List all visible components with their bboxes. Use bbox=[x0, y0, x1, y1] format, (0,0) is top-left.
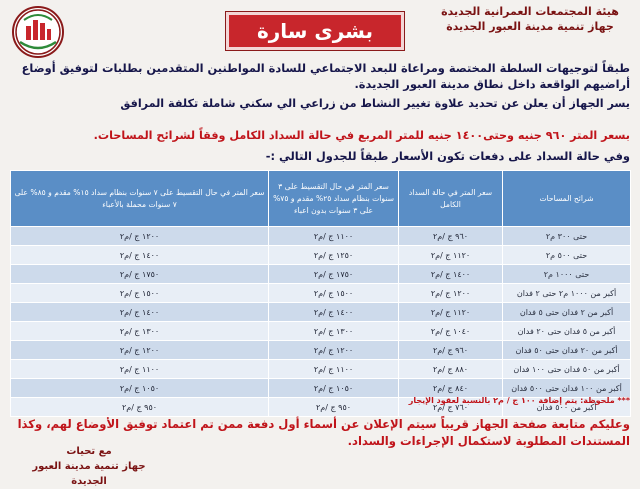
signature-agency: جهاز تنمية مدينة العبور الجديدة bbox=[32, 461, 146, 487]
signature bbox=[14, 444, 164, 489]
table-row bbox=[11, 322, 631, 341]
table-row bbox=[11, 265, 631, 284]
price-range-paragraph: بسعر المتر ٩٦٠ جنيه وحتى١٤٠٠ جنيه للمتر المربع في حالة السداد الكامل وفقاً لشرائح المساحات. bbox=[93, 129, 630, 142]
banner-title: بشرى سارة bbox=[226, 12, 404, 50]
seven-year-price-cell: ١٥٠٠ ج /م٢ bbox=[11, 284, 269, 303]
three-year-price-cell: ١٧٥٠ ج /م٢ bbox=[269, 265, 399, 284]
table-row bbox=[11, 303, 631, 322]
seven-year-price-cell: ٩٥٠ ج /م٢ bbox=[11, 398, 269, 417]
full-payment-price-cell: ١٢٠٠ ج /م٢ bbox=[399, 284, 503, 303]
three-year-price-cell: ١٢٠٠ ج /م٢ bbox=[269, 341, 399, 360]
table-row bbox=[11, 227, 631, 246]
three-year-price-cell: ٩٥٠ ج /م٢ bbox=[269, 398, 399, 417]
lease-note: *** ملحوظة: يتم إضافة ١٠٠ ج / م٢ بالنسبة لعقود الإيجار bbox=[408, 396, 630, 405]
seven-year-price-cell: ١٢٠٠ ج /م٢ bbox=[11, 341, 269, 360]
agency-name bbox=[430, 4, 630, 34]
area-tier-cell: أكبر من ٥ فدان حتى ٢٠ فدان bbox=[503, 322, 631, 341]
table-header-row bbox=[11, 171, 631, 227]
closing-paragraph: وعليكم متابعة صفحة الجهاز قريباً سيتم الإعلان عن أسماء أول دفعة ممن تم اعتماد توفيق الأوضاع لهم، وكذا المستندات المطلوبة لاستكمال الإجراءات والسداد. bbox=[17, 417, 630, 448]
announcement-paragraph: يسر الجهاز أن يعلن عن تحديد علاوة تغيير النشاط من زراعي الي سكني شاملة تكلفة المرافق bbox=[120, 97, 630, 110]
full-payment-price-cell: ١١٢٠ ج /م٢ bbox=[399, 303, 503, 322]
full-payment-price-cell: ٨٤٠ ج /م٢ bbox=[399, 379, 503, 398]
full-payment-price-cell: ٧٦٠ ج /م٢ bbox=[399, 398, 503, 417]
agency-line-1: هيئة المجتمعات العمرانية الجديدة bbox=[441, 5, 619, 18]
seven-year-price-cell: ١٤٠٠ ج /م٢ bbox=[11, 246, 269, 265]
agency-logo bbox=[12, 6, 64, 58]
seven-year-price-cell: ١٠٥٠ ج /م٢ bbox=[11, 379, 269, 398]
full-payment-price-cell: ٨٨٠ ج /م٢ bbox=[399, 360, 503, 379]
area-tier-cell: حتى ٥٠٠ م٢ bbox=[503, 246, 631, 265]
three-year-price-cell: ١٤٠٠ ج /م٢ bbox=[269, 303, 399, 322]
three-year-price-cell: ١١٠٠ ج /م٢ bbox=[269, 227, 399, 246]
table-row bbox=[11, 360, 631, 379]
seven-year-price-cell: ١٣٠٠ ج /م٢ bbox=[11, 322, 269, 341]
agency-line-2: جهاز تنمية مدينة العبور الجديدة bbox=[446, 20, 614, 33]
header-full-payment: سعر المتر في حالة السداد الكامل bbox=[399, 171, 503, 227]
full-payment-price-cell: ٩٦٠ ج /م٢ bbox=[399, 341, 503, 360]
price-table bbox=[10, 170, 631, 417]
area-tier-cell: أكبر من ٥٠٠ فدان bbox=[503, 398, 631, 417]
area-tier-cell: أكبر من ٢٠ فدان حتى ٥٠ فدان bbox=[503, 341, 631, 360]
intro-paragraph: طبقاً لتوجيهات السلطة المختصة ومراعاة للبعد الاجتماعي للسادة المواطنين المتقدمين بطلبات لتوفيق أوضاع أراضيهم الواقعة داخل نطاق مدينة العبور الجديدة. bbox=[21, 61, 630, 91]
three-year-price-cell: ١٣٠٠ ج /م٢ bbox=[269, 322, 399, 341]
seven-year-price-cell: ١١٠٠ ج /م٢ bbox=[11, 360, 269, 379]
seven-year-price-cell: ١٤٠٠ ج /م٢ bbox=[11, 303, 269, 322]
seven-year-price-cell: ١٧٥٠ ج /م٢ bbox=[11, 265, 269, 284]
price-table-container bbox=[10, 170, 630, 417]
table-row bbox=[11, 341, 631, 360]
area-tier-cell: حتى ١٠٠٠ م٢ bbox=[503, 265, 631, 284]
seven-year-price-cell: ١٢٠٠ ج /م٢ bbox=[11, 227, 269, 246]
price-table-body bbox=[11, 227, 631, 417]
three-year-price-cell: ١٥٠٠ ج /م٢ bbox=[269, 284, 399, 303]
installments-intro: وفي حالة السداد على دفعات تكون الأسعار طبقاً للجدول التالي :- bbox=[265, 149, 630, 163]
full-payment-price-cell: ٩٦٠ ج /م٢ bbox=[399, 227, 503, 246]
area-tier-cell: أكبر من ١٠٠٠ م٢ حتى ٢ فدان bbox=[503, 284, 631, 303]
full-payment-price-cell: ١٠٤٠ ج /م٢ bbox=[399, 322, 503, 341]
table-row bbox=[11, 379, 631, 398]
area-tier-cell: أكبر من ١٠٠ فدان حتى ٥٠٠ فدان bbox=[503, 379, 631, 398]
full-payment-price-cell: ١٤٠٠ ج /م٢ bbox=[399, 265, 503, 284]
header-7-year-installment: سعر المتر في حال التقسيط على ٧ سنوات بنظام سداد ١٥% مقدم و ٨٥% على ٧ سنوات محملة بالأعباء bbox=[11, 171, 269, 227]
three-year-price-cell: ١٠٥٠ ج /م٢ bbox=[269, 379, 399, 398]
logo-graphic bbox=[14, 8, 62, 56]
three-year-price-cell: ١٢٥٠ ج /م٢ bbox=[269, 246, 399, 265]
area-tier-cell: حتى ٣٠٠ م٢ bbox=[503, 227, 631, 246]
signature-greeting: مع تحيات bbox=[66, 446, 112, 457]
area-tier-cell: أكبر من ٥٠ فدان حتى ١٠٠ فدان bbox=[503, 360, 631, 379]
header-3-year-installment: سعر المتر في حال التقسيط على ٣ سنوات بنظام سداد ٢٥% مقدم و ٧٥% على ٣ سنوات بدون اعباء bbox=[269, 171, 399, 227]
table-row bbox=[11, 246, 631, 265]
three-year-price-cell: ١١٠٠ ج /م٢ bbox=[269, 360, 399, 379]
full-payment-price-cell: ١١٢٠ ج /م٢ bbox=[399, 246, 503, 265]
table-row bbox=[11, 284, 631, 303]
area-tier-cell: أكبر من ٢ فدان حتى ٥ فدان bbox=[503, 303, 631, 322]
header-area-tiers: شرائح المساحات bbox=[503, 171, 631, 227]
